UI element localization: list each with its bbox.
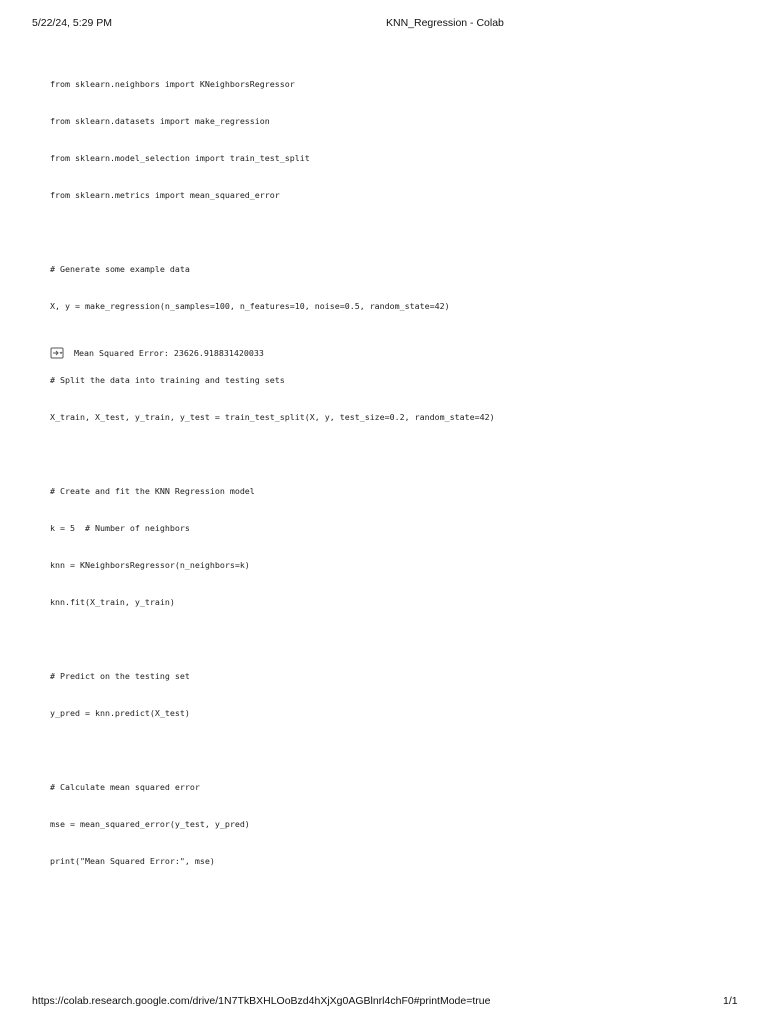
code-line: y_pred = knn.predict(X_test) xyxy=(50,708,190,719)
code-line: knn = KNeighborsRegressor(n_neighbors=k) xyxy=(50,560,250,571)
code-line: # Split the data into training and testing sets xyxy=(50,374,285,385)
code-line: from sklearn.datasets import make_regression xyxy=(50,115,270,126)
code-line: k = 5 # Number of neighbors xyxy=(50,523,190,534)
page-number: 1/1 xyxy=(723,995,738,1007)
code-line: print("Mean Squared Error:", mse) xyxy=(50,856,215,867)
code-line: mse = mean_squared_error(y_test, y_pred) xyxy=(50,819,250,830)
print-footer xyxy=(0,995,768,1011)
code-line: # Create and fit the KNN Regression model xyxy=(50,486,255,497)
code-line: # Predict on the testing set xyxy=(50,671,190,682)
code-cell[interactable] xyxy=(50,53,740,880)
output-toggle-icon[interactable] xyxy=(50,346,64,360)
code-line xyxy=(50,448,740,460)
code-line xyxy=(50,226,740,238)
code-line xyxy=(50,744,740,756)
print-date: 5/22/24, 5:29 PM xyxy=(32,17,112,29)
code-line: # Generate some example data xyxy=(50,263,190,274)
output-text: Mean Squared Error: 23626.918831420033 xyxy=(74,348,264,358)
page-url: https://colab.research.google.com/drive/1N7TkBXHLOoBzd4hXjXg0AGBlnrl4chF0#printMode=true xyxy=(32,995,491,1007)
code-line: knn.fit(X_train, y_train) xyxy=(50,597,175,608)
page-title: KNN_Regression - Colab xyxy=(386,17,504,29)
cell-output xyxy=(50,345,264,361)
code-line: from sklearn.metrics import mean_squared_error xyxy=(50,189,280,200)
code-line xyxy=(50,633,740,645)
code-line: from sklearn.model_selection import train_test_split xyxy=(50,152,310,163)
code-line: # Calculate mean squared error xyxy=(50,782,200,793)
print-header xyxy=(0,17,768,33)
code-line: X_train, X_test, y_train, y_test = train_test_split(X, y, test_size=0.2, random_state=42) xyxy=(50,411,495,422)
code-line: from sklearn.neighbors import KNeighborsRegressor xyxy=(50,78,295,89)
code-line: X, y = make_regression(n_samples=100, n_features=10, noise=0.5, random_state=42) xyxy=(50,300,450,311)
